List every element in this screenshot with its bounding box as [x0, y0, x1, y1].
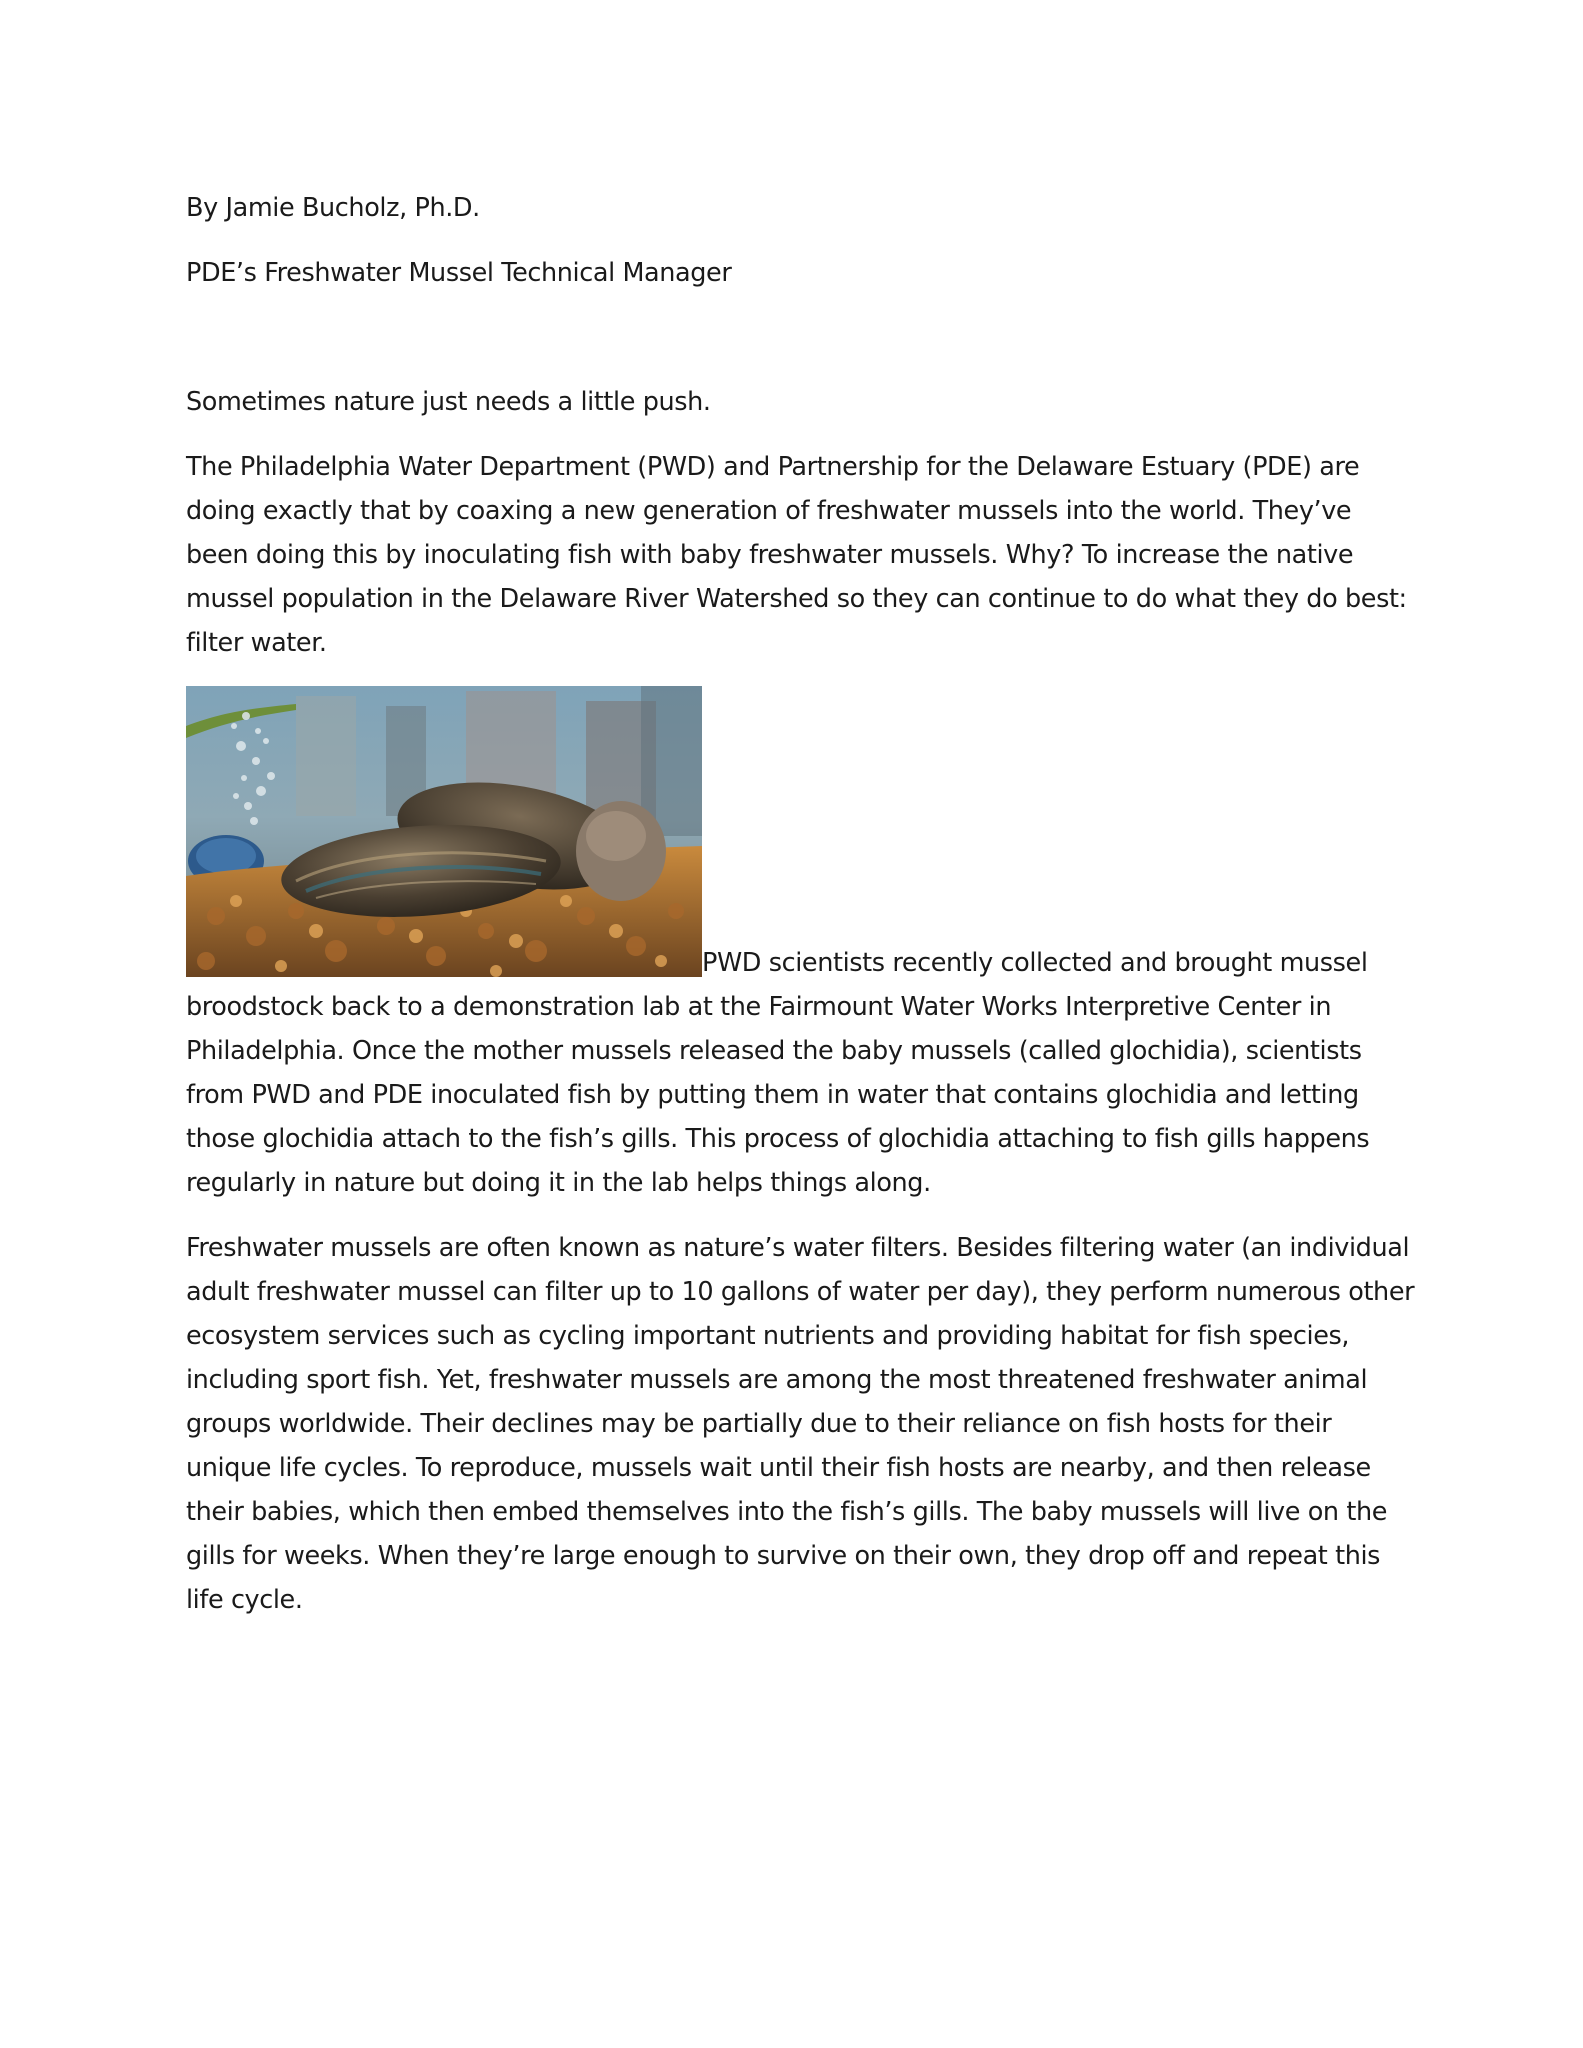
- paragraph-1: The Philadelphia Water Department (PWD) and Partnership for the Delaware Estuary (PDE) are doing exactly that by coaxing a new generation of freshwater mussels into the world. They’ve been doing this by inoculating fish with baby freshwater mussels. Why? To increase the native mussel population in the Delaware River Watershed so they can continue to do what they do best: filter water.: [186, 452, 1407, 658]
- mussel-photo: [186, 686, 702, 977]
- article-page: [186, 186, 1416, 1643]
- article-intro: Sometimes nature just needs a little push.: [186, 387, 711, 417]
- author-byline: By Jamie Bucholz, Ph.D.: [186, 193, 480, 223]
- author-title: PDE’s Freshwater Mussel Technical Manager: [186, 258, 732, 288]
- paragraph-3: Freshwater mussels are often known as nature’s water filters. Besides filtering water (an individual adult freshwater mussel can filter up to 10 gallons of water per day), they perform numerous other ecosystem services such as cycling important nutrients and providing habitat for fish species, including sport fish. Yet, freshwater mussels are among the most threatened freshwater animal groups worldwide. Their declines may be partially due to their reliance on fish hosts for their unique life cycles. To reproduce, mussels wait until their fish hosts are nearby, and then release their babies, which then embed themselves into the fish’s gills. The baby mussels will live on the gills for weeks. When they’re large enough to survive on their own, they drop off and repeat this life cycle.: [186, 1233, 1415, 1615]
- paragraph-2-text: PWD scientists recently collected and brought mussel broodstock back to a demonstration lab at the Fairmount Water Works Interpretive Center in Philadelphia. Once the mother mussels released the baby mussels (called glochidia), scientists from PWD and PDE inoculated fish by putting them in water that contains glochidia and letting those glochidia attach to the fish’s gills. This process of glochidia attaching to fish gills happens regularly in nature but doing it in the lab helps things along.: [186, 948, 1370, 1198]
- paragraph-2: [186, 686, 1416, 1205]
